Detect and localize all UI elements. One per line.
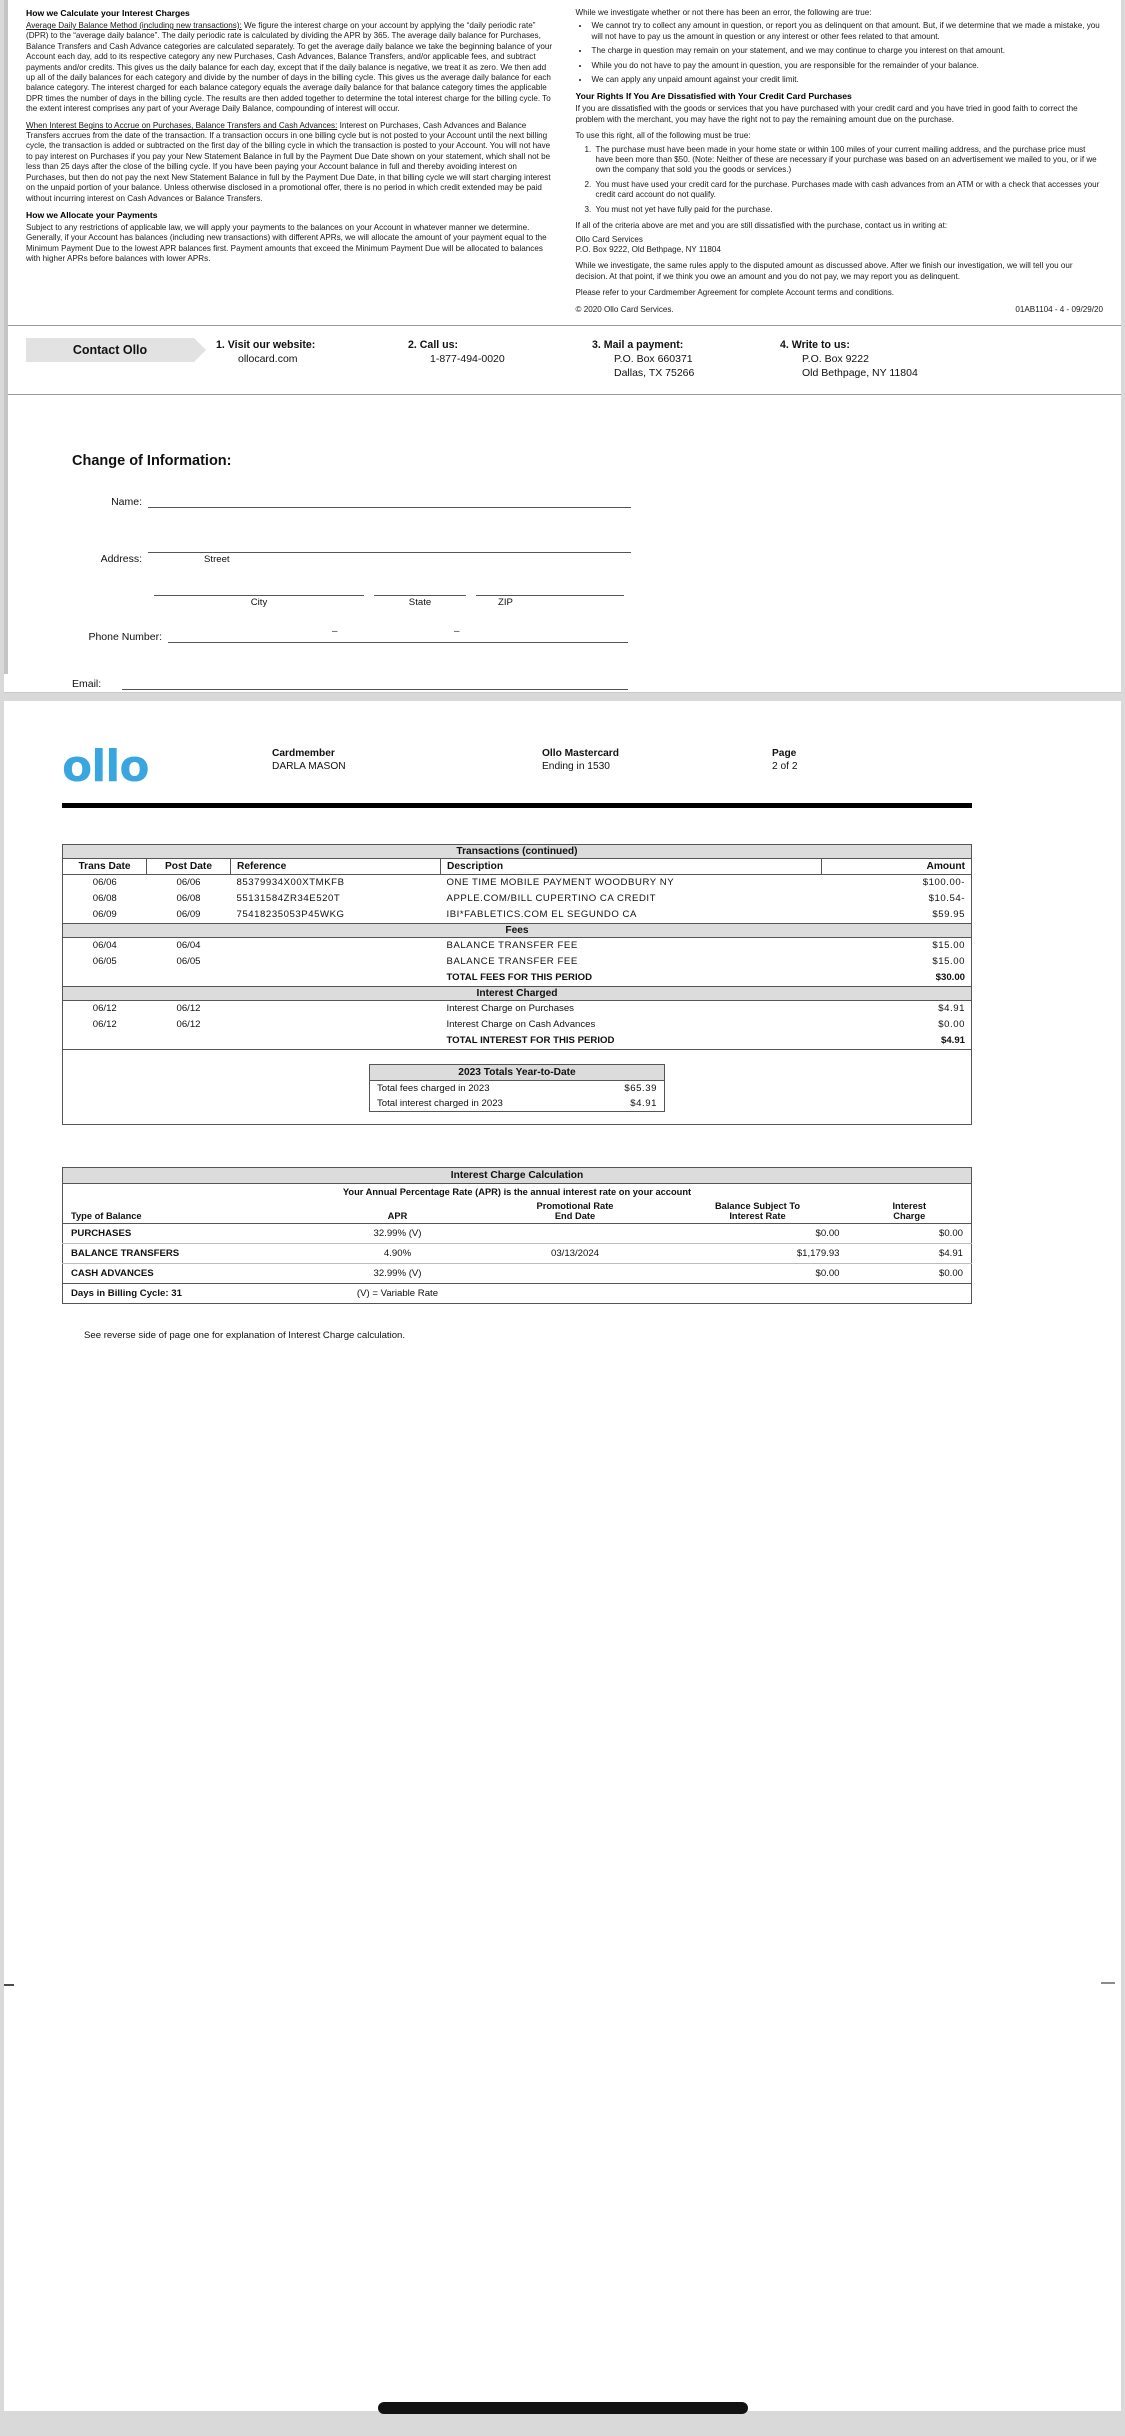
table-row: [63, 1223, 972, 1243]
cell-interest-charge: $0.00: [848, 1223, 972, 1243]
cell-description: APPLE.COM/BILL CUPERTINO CA CREDIT: [446, 893, 657, 905]
phone-label: Phone Number:: [88, 630, 162, 643]
contact-write-line-2: Old Bethpage, NY 11804: [802, 366, 918, 379]
street-input-group: [148, 540, 631, 565]
cell-balance-type: BALANCE TRANSFERS: [63, 1243, 313, 1263]
contact-phone-value[interactable]: 1-877-494-0020: [430, 352, 505, 365]
column-header-balance-subject: [668, 1199, 848, 1224]
cell-amount: $4.91: [938, 1003, 965, 1015]
copyright-text: © 2020 Ollo Card Services.: [575, 304, 674, 314]
cell-apr: 32.99% (V): [313, 1263, 483, 1283]
cell-apr: 4.90%: [313, 1243, 483, 1263]
column-header-trans-date: Trans Date: [63, 858, 147, 874]
street-input[interactable]: [148, 540, 631, 553]
table-row: [63, 1263, 972, 1283]
contact-write-line-1: P.O. Box 9222: [802, 352, 869, 365]
transactions-title: Transactions (continued): [63, 844, 972, 858]
investigation-intro: While we investigate whether or not there has been an error, the following are true:: [575, 8, 872, 17]
cell-trans-date: 06/06: [92, 877, 117, 889]
page-left-edge: [4, 0, 8, 674]
cell-description: Interest Charge on Cash Advances: [446, 1019, 596, 1031]
page-value: 2 of 2: [772, 760, 798, 772]
crop-mark-left: [4, 1984, 14, 1986]
table-row: [63, 874, 972, 891]
zip-input[interactable]: [476, 583, 624, 596]
contact-website: [216, 338, 408, 366]
cell-amount: $15.00: [932, 956, 965, 968]
transactions-header-row: [63, 858, 972, 874]
cell-post-date: 06/05: [176, 956, 201, 968]
cell-reference: [231, 1017, 441, 1033]
interest-total-label: TOTAL INTEREST FOR THIS PERIOD: [446, 1035, 615, 1047]
contact-in-writing-note: If all of the criteria above are met and you are still dissatisfied with the purchase, contact us in writing at:: [575, 221, 948, 231]
legal-disclosure-section: [4, 0, 1121, 315]
dissatisfied-rights-heading: Your Rights If You Are Dissatisfied with Your Credit Card Purchases: [575, 91, 852, 102]
statement-page-2: [4, 701, 1121, 2411]
list-item: • We cannot try to collect any amount in question, or report you as delinquent on that amount. But, if we determine that we made a mistake, you will not have to pay us the amount in question or any interest or other fees related to that amount.: [590, 21, 1104, 42]
fees-total-label: TOTAL FEES FOR THIS PERIOD: [446, 972, 593, 984]
average-daily-balance-lead: Average Daily Balance Method (including new transactions):: [26, 21, 242, 30]
email-label: Email:: [72, 677, 102, 690]
page-2-body: [4, 701, 1121, 1341]
interest-total-row: [63, 1033, 972, 1050]
cell-description: IBI*FABLETICS.COM EL SEGUNDO CA: [446, 909, 637, 921]
cell-reference: [231, 1000, 441, 1017]
fees-band-row: [63, 923, 972, 937]
cell-balance-subject: $1,179.93: [668, 1243, 848, 1263]
contact-ollo-bar: [4, 325, 1121, 395]
average-daily-balance-body: We figure the interest charge on your account by applying the “daily periodic rate” (DPR) to the “average daily balance”. The daily periodic rate is calculated by dividing the APR by 365. The average daily balance for Purchases, Balance Transfers and Cash Advance categories are calculated separately. To get the average daily balance we take the beginning balance of your Account each day, add to its respective category any new Purchases, Cash Advances, Balance Transfers, and/or applicable fees, and subtract payments and/or credits. This gives us the daily balance for each day, except that if the daily balance is negative, we treat it as zero. We then add up all of the daily balances for each category and divide by the number of days in the billing cycle. This gives us the average daily balance for each balance category. The interest charged for each balance category equals the average daily balance for that balance category times the applicable DPR times the number of days in the billing cycle. The results are then added together to determine the total interest charge for the billing cycle. To the extent interest comprises any part of your Average Daily Balance, compounding of interest will occur.: [26, 21, 553, 114]
cardmember-name: DARLA MASON: [272, 760, 346, 772]
icc-subtitle-row: [63, 1183, 972, 1199]
table-row: [63, 954, 972, 970]
cell-post-date: 06/12: [176, 1019, 201, 1031]
interest-accrual-paragraph: [26, 121, 554, 204]
cell-balance-type: CASH ADVANCES: [63, 1263, 313, 1283]
contact-phone-title: 2. Call us:: [408, 338, 459, 351]
use-this-right-intro: To use this right, all of the following must be true:: [575, 131, 751, 141]
contact-ollo-tag: Contact Ollo: [26, 338, 194, 362]
change-of-information-heading: Change of Information:: [72, 452, 232, 469]
cell-promo-end-date: [483, 1263, 668, 1283]
table-row: [370, 1080, 665, 1096]
crop-mark-right: [1101, 1982, 1115, 1984]
name-input[interactable]: [148, 495, 631, 508]
cell-interest-charge: $0.00: [848, 1263, 972, 1283]
reverse-side-note: See reverse side of page one for explanation of Interest Charge calculation.: [84, 1329, 406, 1341]
variable-rate-note: (V) = Variable Rate: [356, 1287, 439, 1299]
cell-promo-end-date: 03/13/2024: [483, 1243, 668, 1263]
icc-title-row: [63, 1167, 972, 1183]
cell-interest-charge: $4.91: [848, 1243, 972, 1263]
cell-amount: $10.54-: [928, 893, 965, 905]
cell-trans-date: 06/05: [92, 956, 117, 968]
fees-total-row: [63, 970, 972, 987]
phone-field-row: [72, 625, 1121, 643]
cell-balance-type: PURCHASES: [63, 1223, 313, 1243]
table-row: [63, 937, 972, 954]
state-caption: State: [408, 596, 432, 608]
ytd-interest-value: $4.91: [630, 1097, 657, 1109]
cell-trans-date: 06/08: [92, 893, 117, 905]
cell-description: BALANCE TRANSFER FEE: [446, 940, 578, 952]
column-header-description: Description: [441, 858, 822, 874]
contact-website-title: 1. Visit our website:: [216, 338, 316, 351]
contact-mail-line-2: Dallas, TX 75266: [614, 366, 695, 379]
contact-mail-payment: [592, 338, 780, 380]
cell-reference: 55131584ZR34E520T: [236, 893, 341, 905]
cell-amount: $100.00-: [922, 877, 965, 889]
contact-phone: [408, 338, 592, 366]
interest-charges-heading: How we Calculate your Interest Charges: [26, 8, 190, 18]
days-in-billing-cycle: Days in Billing Cycle: 31: [71, 1287, 182, 1299]
card-last-four: Ending in 1530: [542, 760, 610, 772]
phone-separator-1: –: [332, 625, 338, 637]
promo-header-line-1: Promotional Rate: [536, 1200, 614, 1211]
investigation-bullet-list: [590, 21, 1104, 85]
average-daily-balance-paragraph: [26, 21, 554, 115]
icc-footer-row: [63, 1283, 972, 1303]
interest-charge-calculation-table: [62, 1167, 972, 1304]
interest-accrual-lead: When Interest Begins to Accrue on Purchases, Balance Transfers and Cash Advances:: [26, 120, 338, 130]
interest-band-row: [63, 986, 972, 1000]
table-row: [63, 891, 972, 907]
transactions-table: [62, 844, 972, 1125]
dissatisfied-rights-paragraph: If you are dissatisfied with the goods or services that you have purchased with your credit card and you have tried in good faith to correct the problem with the merchant, you may have the right not to pay the remaining amount due on the purchase.: [575, 104, 1078, 124]
legal-right-column: [576, 8, 1104, 315]
phone-separator-2: –: [454, 625, 460, 637]
page-label: Page: [772, 747, 797, 759]
bsi-header-line-1: Balance Subject To: [714, 1200, 801, 1211]
name-label: Name:: [111, 495, 142, 508]
list-item: • While you do not have to pay the amount in question, you are responsible for the remainder of your balance.: [590, 61, 1104, 71]
dispute-address-line-2: P.O. Box 9222, Old Bethpage, NY 11804: [575, 244, 721, 254]
column-header-interest-charge: [848, 1199, 972, 1224]
ytd-title-row: [370, 1064, 665, 1080]
cardmember-agreement-note: Please refer to your Cardmember Agreement for complete Account terms and conditions.: [575, 288, 895, 298]
email-field-row: [72, 677, 1121, 690]
cell-post-date: 06/09: [176, 909, 201, 921]
state-input[interactable]: [374, 583, 466, 596]
contact-mail-title: 3. Mail a payment:: [592, 338, 684, 351]
allocate-payments-paragraph: Subject to any restrictions of applicable law, we will apply your payments to the balances on your Account in whatever manner we determine. Generally, if your Account has balances (including new transactions) with different APRs, we will allocate the amount of your payment equal to the Minimum Payment Due to the lowest APR balances first. Payment amounts that exceed the Minimum Payment Due will be allocated to balances with higher APRs before balances with lower APRs.: [26, 222, 547, 264]
contact-write-to-us: [780, 338, 980, 380]
cell-trans-date: 06/12: [92, 1003, 117, 1015]
table-row: [63, 1243, 972, 1263]
column-header-apr: APR: [313, 1199, 483, 1224]
list-item: 3. You must not yet have fully paid for the purchase.: [594, 205, 1104, 215]
cell-trans-date: 06/04: [92, 940, 117, 952]
phone-input[interactable]: [168, 630, 628, 643]
cell-reference: 75418235053P45WKG: [236, 909, 345, 921]
icc-header-row: [63, 1199, 972, 1224]
ytd-fees-value: $65.39: [624, 1082, 657, 1094]
ytd-container-row: [63, 1049, 972, 1124]
contact-mail-line-1: P.O. Box 660371: [614, 352, 693, 365]
cell-balance-subject: $0.00: [668, 1263, 848, 1283]
use-this-right-list: [594, 145, 1104, 215]
card-product-label: Ollo Mastercard: [542, 747, 619, 759]
cell-post-date: 06/08: [176, 893, 201, 905]
ytd-fees-label: Total fees charged in 2023: [377, 1082, 490, 1094]
table-row: [370, 1096, 665, 1112]
cell-post-date: 06/12: [176, 1003, 201, 1015]
icc-subtitle: Your Annual Percentage Rate (APR) is the annual interest rate on your account: [342, 1186, 692, 1197]
cell-amount: $0.00: [938, 1019, 965, 1031]
cell-balance-subject: $0.00: [668, 1223, 848, 1243]
legal-left-column: [26, 8, 554, 315]
cell-description: ONE TIME MOBILE PAYMENT WOODBURY NY: [446, 877, 675, 889]
cell-promo-end-date: [483, 1223, 668, 1243]
column-header-type-of-balance: Type of Balance: [63, 1199, 313, 1224]
change-of-information-form: [4, 395, 1121, 690]
cell-trans-date: 06/09: [92, 909, 117, 921]
promo-header-line-2: End Date: [554, 1210, 596, 1221]
column-header-promo-end-date: [483, 1199, 668, 1224]
page-2-header: [62, 740, 1069, 792]
name-field-row: [72, 495, 1121, 508]
fees-total-value: $30.00: [935, 972, 965, 984]
form-identifier: 01AB1104 - 4 - 09/29/20: [1015, 304, 1103, 314]
city-caption: City: [250, 596, 268, 608]
fees-section-title: Fees: [63, 923, 972, 937]
ytd-interest-label: Total interest charged in 2023: [377, 1097, 503, 1109]
spacer: [72, 510, 1121, 540]
state-input-group: [374, 583, 466, 608]
column-header-reference: Reference: [231, 858, 441, 874]
cardmember-label: Cardmember: [272, 747, 335, 759]
cell-description: Interest Charge on Purchases: [446, 1003, 574, 1015]
table-row: [63, 1000, 972, 1017]
city-state-zip-row: [154, 583, 1121, 608]
table-row: [63, 907, 972, 924]
email-input[interactable]: [122, 677, 628, 690]
ytd-totals-table: [369, 1064, 665, 1112]
address-field-row: [72, 540, 1121, 565]
list-item: • We can apply any unpaid amount against your credit limit.: [590, 75, 1104, 85]
interest-total-value: $4.91: [940, 1035, 965, 1047]
card-block: [542, 747, 772, 773]
investigation-outcome-paragraph: While we investigate, the same rules apply to the disputed amount as discussed above. After we finish our investigation, we will tell you our decision. At that point, if we think you owe an amount and you do not pay, we may report you as delinquent.: [575, 261, 1073, 281]
page-number-block: [772, 747, 892, 773]
cell-reference: 85379934X00XTMKFB: [236, 877, 345, 889]
street-caption: Street: [204, 553, 230, 565]
icc-title: Interest Charge Calculation: [63, 1167, 972, 1183]
column-header-amount: Amount: [822, 858, 972, 874]
list-item: 2. You must have used your credit card for the purchase. Purchases made with cash advances from an ATM or with a check that accesses your credit card account do not qualify.: [594, 180, 1104, 201]
ic-header-line-2: Charge: [893, 1210, 926, 1221]
table-row: [63, 1017, 972, 1033]
zip-input-group: [476, 583, 624, 608]
list-item: • The charge in question may remain on your statement, and we may continue to charge you interest on that amount.: [590, 46, 1104, 56]
ollo-logo: ollo: [62, 740, 149, 792]
column-header-post-date: Post Date: [147, 858, 231, 874]
dispute-address-line-1: Ollo Card Services: [575, 234, 643, 244]
cell-amount: $59.95: [932, 909, 965, 921]
contact-website-value[interactable]: ollocard.com: [238, 352, 298, 365]
transactions-title-row: [63, 844, 972, 858]
cell-reference: [231, 937, 441, 954]
interest-section-title: Interest Charged: [63, 986, 972, 1000]
cell-trans-date: 06/12: [92, 1019, 117, 1031]
address-label: Address:: [100, 552, 142, 565]
cell-description: BALANCE TRANSFER FEE: [446, 956, 578, 968]
cardmember-block: [272, 747, 542, 773]
city-input-group: [154, 583, 364, 608]
statement-page-1: [4, 0, 1121, 693]
city-input[interactable]: [154, 583, 364, 596]
cell-post-date: 06/06: [176, 877, 201, 889]
cell-apr: 32.99% (V): [313, 1223, 483, 1243]
cell-post-date: 06/04: [176, 940, 201, 952]
list-item: 1. The purchase must have been made in your home state or within 100 miles of your current mailing address, and the purchase price must have been more than $50. (Note: Neither of these are necessary if your purchase was based on an advertisement we mailed to you, or if we own the company that sold you the goods or services.): [594, 145, 1104, 176]
cell-reference: [231, 954, 441, 970]
header-rule: [62, 803, 972, 808]
bsi-header-line-2: Interest Rate: [729, 1210, 786, 1221]
allocate-payments-heading: How we Allocate your Payments: [26, 209, 158, 220]
contact-write-title: 4. Write to us:: [780, 338, 850, 351]
home-indicator[interactable]: [378, 2402, 748, 2414]
zip-caption: ZIP: [498, 596, 513, 608]
ytd-title: 2023 Totals Year-to-Date: [370, 1064, 665, 1080]
interest-accrual-body: Interest on Purchases, Cash Advances and Balance Transfers accrues from the date of the transaction. If a transaction occurs in one billing cycle but is not posted to your Account until the next billing cycle, the transaction is added or subtracted on the first day of the billing cycle in which the transaction is posted to your Account. You will not have to pay interest on Purchases if you pay your New Statement Balance in full by the Payment Due Date shown on your statement, which shall not be less than 25 days after the close of the billing cycle. If you have been paying your Account balance in full and thereby avoiding interest on Purchases, but then do not pay the next New Statement Balance in full by the Payment Due Date, in that billing cycle we will start charging interest on the unpaid portion of your balance. Unless otherwise disclosed in a promotional offer, there is no period in which credit extended may be paid without incurring interest on Cash Advances or Balance Transfers.: [26, 120, 551, 203]
ic-header-line-1: Interest: [892, 1200, 927, 1211]
cell-amount: $15.00: [932, 940, 965, 952]
